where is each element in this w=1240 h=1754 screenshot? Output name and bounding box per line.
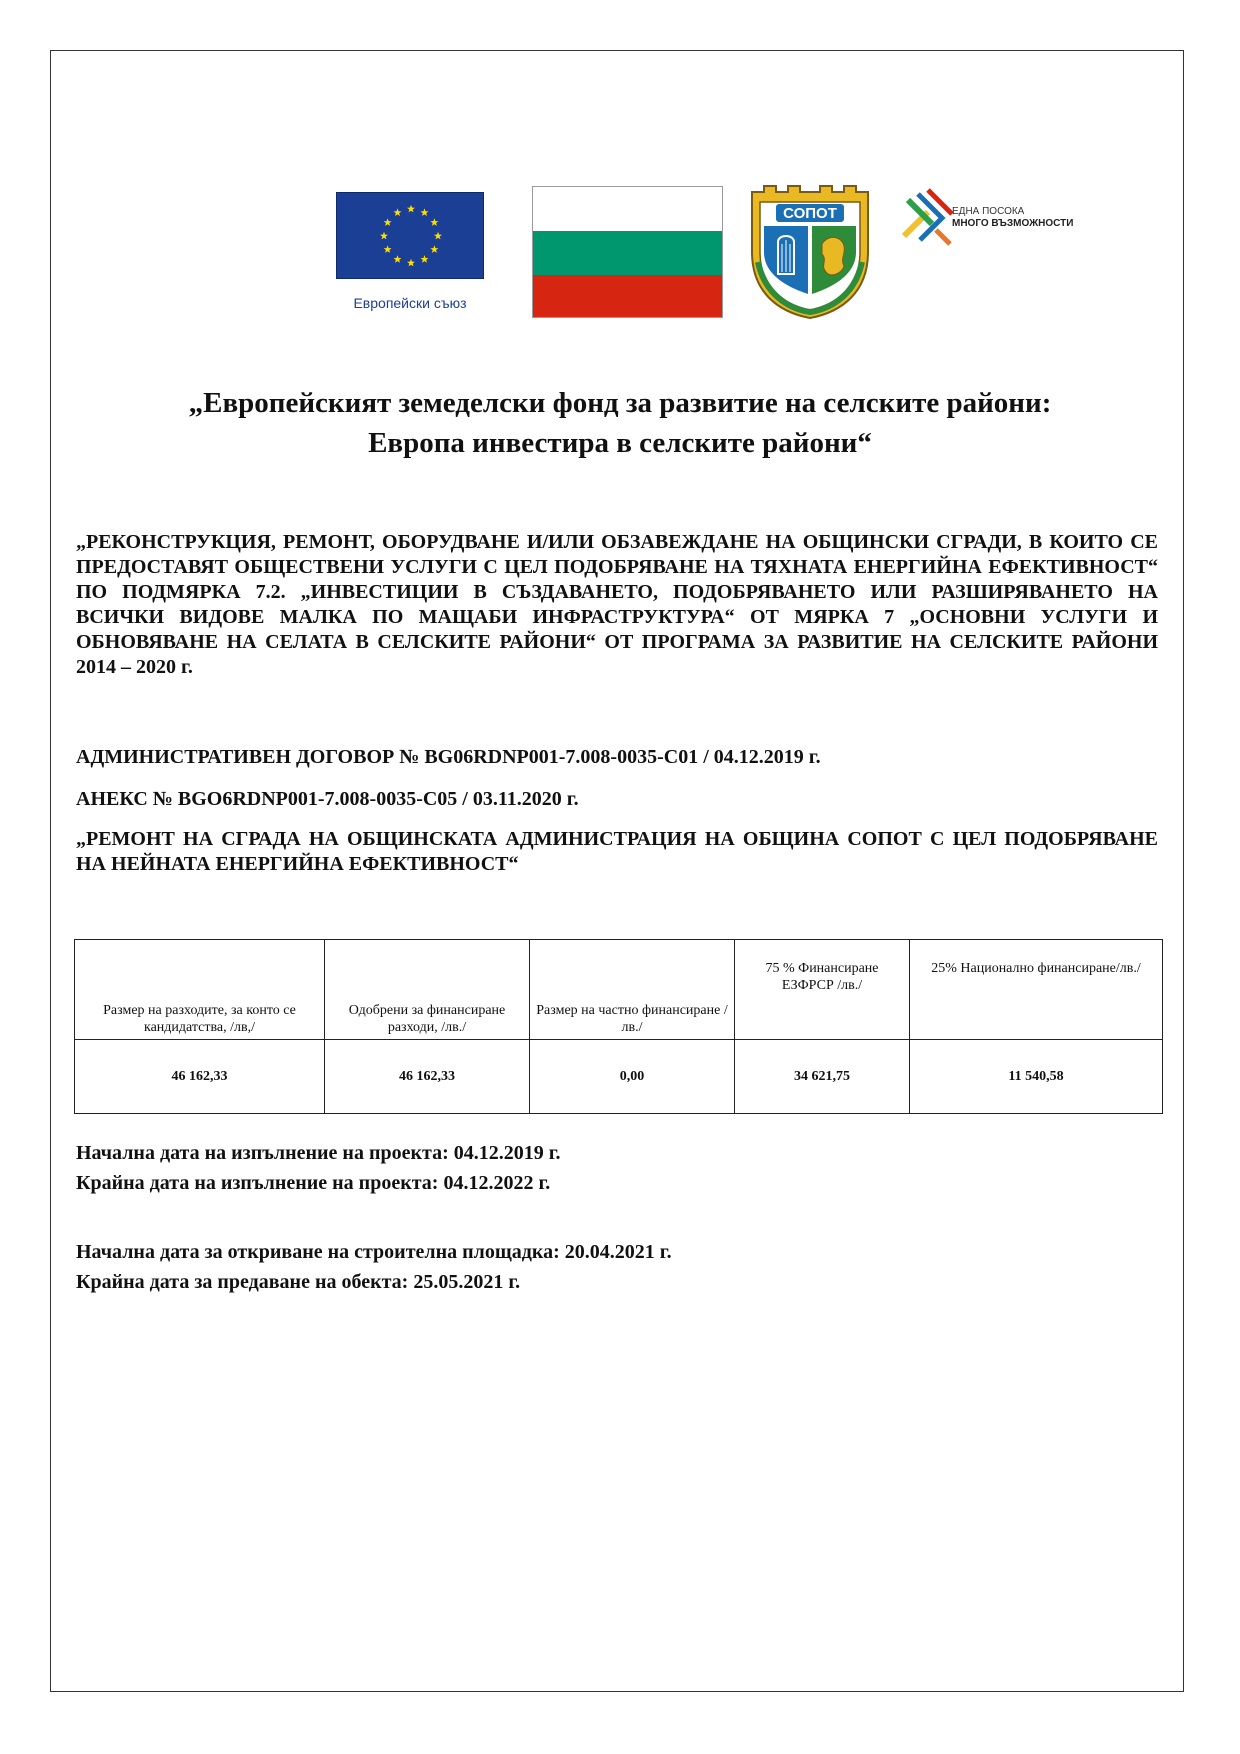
main-title: [100, 383, 1140, 463]
eu-star-icon: [407, 205, 415, 213]
value-applied-costs: 46 162,33: [75, 1040, 325, 1114]
bulgarian-flag-icon: [532, 186, 723, 318]
project-description: „РЕКОНСТРУКЦИЯ, РЕМОНТ, ОБОРУДВАНЕ И/ИЛИ ОБЗАВЕЖДАНЕ НА ОБЩИНСКИ СГРАДИ, В КОИТО СЕ ПРЕДОСТАВЯТ ОБЩЕСТВЕНИ УСЛУГИ С ЦЕЛ ПОДОБРЯВАНЕ НА ТЯХНАТА ЕНЕРГИЙНА ЕФЕКТИВНОСТ“ ПО ПОДМЯРКА 7.2. „ИНВЕСТИЦИИ В СЪЗДАВАНЕТО, ПОДОБРЯВАНЕТО ИЛИ РАЗШИРЯВАНЕТО НА ВСИЧКИ ВИДОВЕ МАЛКА ПО МАЩАБИ ИНФРАСТРУКТУРА“ ОТ МЯРКА 7 „ОСНОВНИ УСЛУГИ И ОБНОВЯВАНЕ НА СЕЛАТА В СЕЛСКИТЕ РАЙОНИ“ ОТ ПРОГРАМА ЗА РАЗВИТИЕ НА СЕЛСКИТЕ РАЙОНИ 2014 – 2020 г.: [76, 531, 1158, 678]
eu-caption: Европейски съюз: [353, 295, 467, 311]
slogan-line-1: ЕДНА ПОСОКА: [952, 206, 1025, 217]
header-applied-costs: Размер на разходите, за конто се кандидатства, /лв,/: [75, 940, 325, 1040]
slogan-text: [952, 206, 1073, 230]
sopot-crest-icon: [746, 182, 874, 320]
annex-number: АНЕКС № BGO6RDNP001-7.008-0035-С05 / 03.11.2020 г.: [76, 788, 579, 810]
header-eafrd-financing: 75 % Финансиране ЕЗФРСР /лв./: [735, 940, 910, 1040]
project-start-date: Начална дата на изпълнение на проекта: 04.12.2019 г.: [76, 1142, 561, 1164]
eu-star-icon: [394, 255, 402, 263]
header-national-financing: 25% Национално финансиране/лв./: [910, 940, 1163, 1040]
eu-star-icon: [430, 245, 438, 253]
eu-star-icon: [380, 232, 388, 240]
table-row: [75, 1040, 1163, 1114]
header-private-financing: Размер на частно финансиране /лв./: [530, 940, 735, 1040]
crest-label: СОПОТ: [783, 205, 837, 222]
construction-dates: [76, 1237, 672, 1297]
eu-star-icon: [394, 208, 402, 216]
value-national-financing: 11 540,58: [910, 1040, 1163, 1114]
logo-row: [0, 186, 1240, 321]
eu-star-icon: [384, 245, 392, 253]
eu-stars-icon: [337, 193, 485, 280]
contract-number: АДМИНИСТРАТИВЕН ДОГОВОР № BG06RDNP001-7.008-0035-С01 / 04.12.2019 г.: [76, 746, 821, 768]
site-open-date: Начална дата за откриване на строителна площадка: 20.04.2021 г.: [76, 1241, 672, 1263]
flag-stripe-white: [533, 187, 722, 231]
value-approved-costs: 46 162,33: [325, 1040, 530, 1114]
eu-star-icon: [421, 255, 429, 263]
financing-table: [74, 939, 1163, 1114]
repair-description: „РЕМОНТ НА СГРАДА НА ОБЩИНСКАТА АДМИНИСТРАЦИЯ НА ОБЩИНА СОПОТ С ЦЕЛ ПОДОБРЯВАНЕ НА НЕЙНАТА ЕНЕРГИЙНА ЕФЕКТИВНОСТ“: [76, 828, 1158, 875]
project-end-date: Крайна дата на изпълнение на проекта: 04.12.2022 г.: [76, 1172, 551, 1194]
flag-stripe-green: [533, 231, 722, 275]
main-title-line-2: Европа инвестира в селските райони“: [368, 427, 872, 459]
eu-star-icon: [384, 218, 392, 226]
eu-star-icon: [421, 208, 429, 216]
eu-logo: [336, 192, 484, 311]
eu-flag-icon: [336, 192, 484, 279]
eu-star-icon: [430, 218, 438, 226]
value-private-financing: 0,00: [530, 1040, 735, 1114]
slogan-logo: [898, 186, 1098, 248]
flag-stripe-red: [533, 275, 722, 318]
eu-star-icon: [407, 259, 415, 267]
project-dates: [76, 1138, 561, 1198]
slogan-line-2: МНОГО ВЪЗМОЖНОСТИ: [952, 218, 1074, 229]
arrows-logo-icon: [898, 186, 958, 248]
eu-star-icon: [434, 232, 442, 240]
header-approved-costs: Одобрени за финансиране разходи, /лв./: [325, 940, 530, 1040]
value-eafrd-financing: 34 621,75: [735, 1040, 910, 1114]
handover-date: Крайна дата за предаване на обекта: 25.05.2021 г.: [76, 1271, 521, 1293]
table-header-row: [75, 940, 1163, 1040]
main-title-line-1: „Европейският земеделски фонд за развитие на селските райони:: [188, 387, 1052, 419]
